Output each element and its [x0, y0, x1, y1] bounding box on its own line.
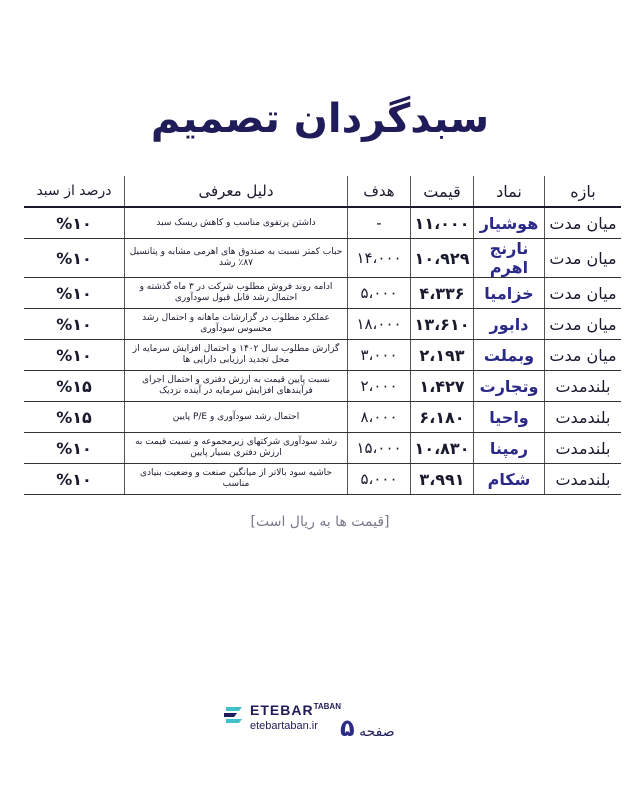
cell-symbol: وبملت: [474, 340, 545, 371]
table-row: [24, 207, 621, 239]
table-row: [24, 340, 621, 371]
cell-price: ۱۱،۰۰۰: [411, 207, 474, 239]
cell-reason: رشد سودآوری شرکتهای زیرمجموعه و نسبت قیمت به ارزش دفتری بسیار پایین: [125, 433, 348, 464]
cell-symbol: رمپنا: [474, 433, 545, 464]
header-percent: درصد از سبد: [24, 176, 125, 207]
page-label: صفحه: [359, 724, 395, 740]
header-reason: دلیل معرفی: [125, 176, 348, 207]
cell-symbol: هوشیار: [474, 207, 545, 239]
cell-term: میان مدت: [545, 278, 622, 309]
cell-price: ۱،۴۲۷: [411, 371, 474, 402]
cell-term: میان مدت: [545, 309, 622, 340]
table-row: [24, 464, 621, 495]
cell-price: ۱۰،۸۳۰: [411, 433, 474, 464]
cell-percent: %۱۰: [24, 433, 125, 464]
cell-percent: %۱۰: [24, 309, 125, 340]
cell-term: بلندمدت: [545, 371, 622, 402]
cell-reason: داشتن پرتفوی مناسب و کاهش ریسک سبد: [125, 207, 348, 239]
cell-reason: عملکرد مطلوب در گزارشات ماهانه و احتمال رشد محسوس سودآوری: [125, 309, 348, 340]
cell-term: میان مدت: [545, 340, 622, 371]
cell-price: ۲،۱۹۳: [411, 340, 474, 371]
table-row: [24, 402, 621, 433]
cell-price: ۳،۹۹۱: [411, 464, 474, 495]
brand-name: [250, 702, 341, 718]
cell-percent: %۱۰: [24, 278, 125, 309]
cell-symbol: واحیا: [474, 402, 545, 433]
currency-note: [قیمت ها به ریال است]: [250, 514, 390, 530]
brand-sub: TABAN: [313, 702, 341, 711]
cell-term: بلندمدت: [545, 433, 622, 464]
cell-target: -: [348, 207, 411, 239]
cell-term: میان مدت: [545, 239, 622, 278]
header-symbol: نماد: [474, 176, 545, 207]
cell-price: ۴،۳۳۶: [411, 278, 474, 309]
page-title: سبدگردان تصمیم: [150, 96, 490, 142]
cell-reason: ادامه روند فروش مطلوب شرکت در ۳ ماه گذشته و احتمال رشد قابل قبول سودآوری: [125, 278, 348, 309]
cell-price: ۶،۱۸۰: [411, 402, 474, 433]
cell-target: ۳،۰۰۰: [348, 340, 411, 371]
cell-reason: گزارش مطلوب سال ۱۴۰۲ و احتمال افزایش سرمایه از محل تجدید ارزیابی دارایی ها: [125, 340, 348, 371]
cell-symbol: وتجارت: [474, 371, 545, 402]
header-term: بازه: [545, 176, 622, 207]
cell-symbol: شکام: [474, 464, 545, 495]
cell-term: میان مدت: [545, 207, 622, 239]
cell-symbol: دابور: [474, 309, 545, 340]
cell-target: ۱۵،۰۰۰: [348, 433, 411, 464]
cell-target: ۱۴،۰۰۰: [348, 239, 411, 278]
table-row: [24, 433, 621, 464]
brand-main: ETEBAR: [250, 702, 314, 718]
cell-target: ۱۸،۰۰۰: [348, 309, 411, 340]
table-row: [24, 371, 621, 402]
cell-symbol: نارنج اهرم: [474, 239, 545, 278]
cell-target: ۸،۰۰۰: [348, 402, 411, 433]
cell-price: ۱۳،۶۱۰: [411, 309, 474, 340]
header-price: قیمت: [411, 176, 474, 207]
cell-percent: %۱۰: [24, 207, 125, 239]
cell-percent: %۱۰: [24, 464, 125, 495]
cell-percent: %۱۵: [24, 371, 125, 402]
portfolio-table: [24, 176, 616, 495]
cell-reason: احتمال رشد سودآوری و P/E پایین: [125, 402, 348, 433]
cell-symbol: خزامیا: [474, 278, 545, 309]
cell-reason: نسبت پایین قیمت به ارزش دفتری و احتمال اجرای فرآیندهای افزایش سرمایه در آینده نزدیک: [125, 371, 348, 402]
etebar-logo-icon: [222, 704, 244, 726]
cell-reason: حباب کمتر نسبت به صندوق های اهرمی مشابه و پتانسیل ۸۷٪ رشد: [125, 239, 348, 278]
table-header-row: [24, 176, 621, 207]
cell-target: ۲،۰۰۰: [348, 371, 411, 402]
cell-target: ۵،۰۰۰: [348, 464, 411, 495]
cell-term: بلندمدت: [545, 402, 622, 433]
page-number: ۵: [340, 714, 355, 742]
cell-percent: %۱۰: [24, 340, 125, 371]
cell-price: ۱۰،۹۲۹: [411, 239, 474, 278]
cell-percent: %۱۵: [24, 402, 125, 433]
header-target: هدف: [348, 176, 411, 207]
table-row: [24, 278, 621, 309]
table-row: [24, 239, 621, 278]
cell-percent: %۱۰: [24, 239, 125, 278]
footer: [222, 700, 422, 740]
cell-term: بلندمدت: [545, 464, 622, 495]
cell-target: ۵،۰۰۰: [348, 278, 411, 309]
page-indicator: [340, 714, 395, 742]
table-row: [24, 309, 621, 340]
website-link[interactable]: etebartaban.ir: [250, 720, 318, 732]
cell-reason: حاشیه سود بالاتر از میانگین صنعت و وضعیت بنیادی مناسب: [125, 464, 348, 495]
